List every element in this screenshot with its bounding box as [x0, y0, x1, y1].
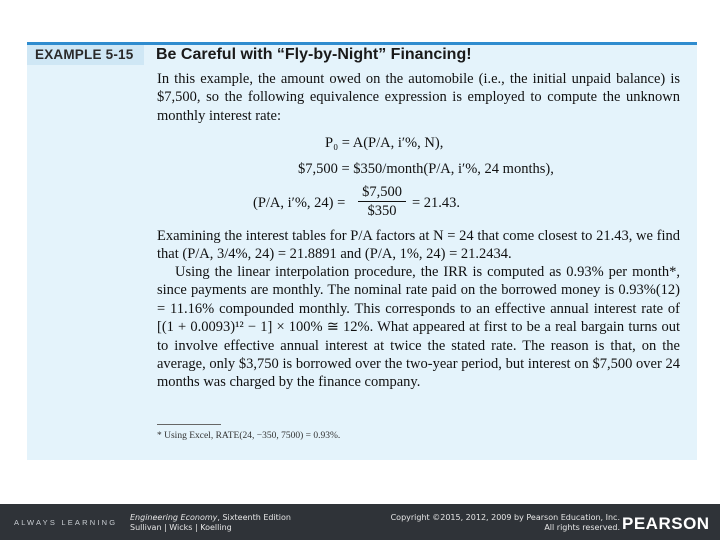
always-learning-tagline: ALWAYS LEARNING — [14, 518, 118, 527]
example-title: Be Careful with “Fly-by-Night” Financing! — [156, 46, 472, 63]
book-info — [130, 513, 291, 533]
footnote-divider — [157, 424, 221, 425]
fraction-denominator: $350 — [367, 203, 397, 219]
paragraph-intro: In this example, the amount owed on the automobile (i.e., the initial unpaid balance) is $7,500, so the following equivalence expression is employed to compute the unknown monthly interest rate: — [157, 71, 680, 124]
fraction-numerator: $7,500 — [358, 183, 406, 202]
copyright-notice — [391, 513, 620, 533]
equation-3-rhs: = 21.43. — [412, 195, 461, 211]
equation-3-fraction — [358, 183, 406, 220]
copyright-line-1: Copyright ©2015, 2012, 2009 by Pearson Education, Inc. — [390, 513, 620, 522]
pearson-logo: PEARSON — [622, 514, 710, 533]
example-number: EXAMPLE 5-15 — [27, 45, 144, 65]
book-title: Engineering Economy — [130, 513, 218, 522]
book-authors: Sullivan | Wicks | Koelling — [130, 523, 232, 532]
paragraph-interpolation — [157, 263, 680, 392]
paragraph-interpolation-text: Using the linear interpolation procedure, the IRR is computed as 0.93% per month*, since payments are monthly. The nominal rate paid on the borrowed money is 0.93%(12) = 11.16% compounded monthly. This corresponds to an effective annual interest rate of [(1 + 0.0093)¹² − 1] × 100% ≅ 12%. What appeared at first to be a real bargain turns out to involve effective annual interest at twice the stated rate. The reason is that, on the average, only $3,750 is borrowed over the two-year period, but interest on $7,500 over 24 months was charged by the finance company. — [157, 264, 680, 391]
footnote: * Using Excel, RATE(24, −350, 7500) = 0.93%. — [157, 431, 341, 441]
paragraph-tables: Examining the interest tables for P/A factors at N = 24 that come closest to 21.43, we find that (P/A, 3/4%, 24) = 21.8891 and (P/A, 1%, 24) = 21.2434. — [157, 228, 680, 263]
equation-1: P₀ = A(P/A, i′%, N), — [325, 135, 444, 151]
equation-2: $7,500 = $350/month(P/A, i′%, 24 months), — [298, 161, 554, 177]
copyright-line-2: All rights reserved. — [544, 523, 620, 532]
book-edition: , Sixteenth Edition — [217, 513, 291, 522]
equation-3-lhs: (P/A, i′%, 24) = — [253, 195, 346, 211]
